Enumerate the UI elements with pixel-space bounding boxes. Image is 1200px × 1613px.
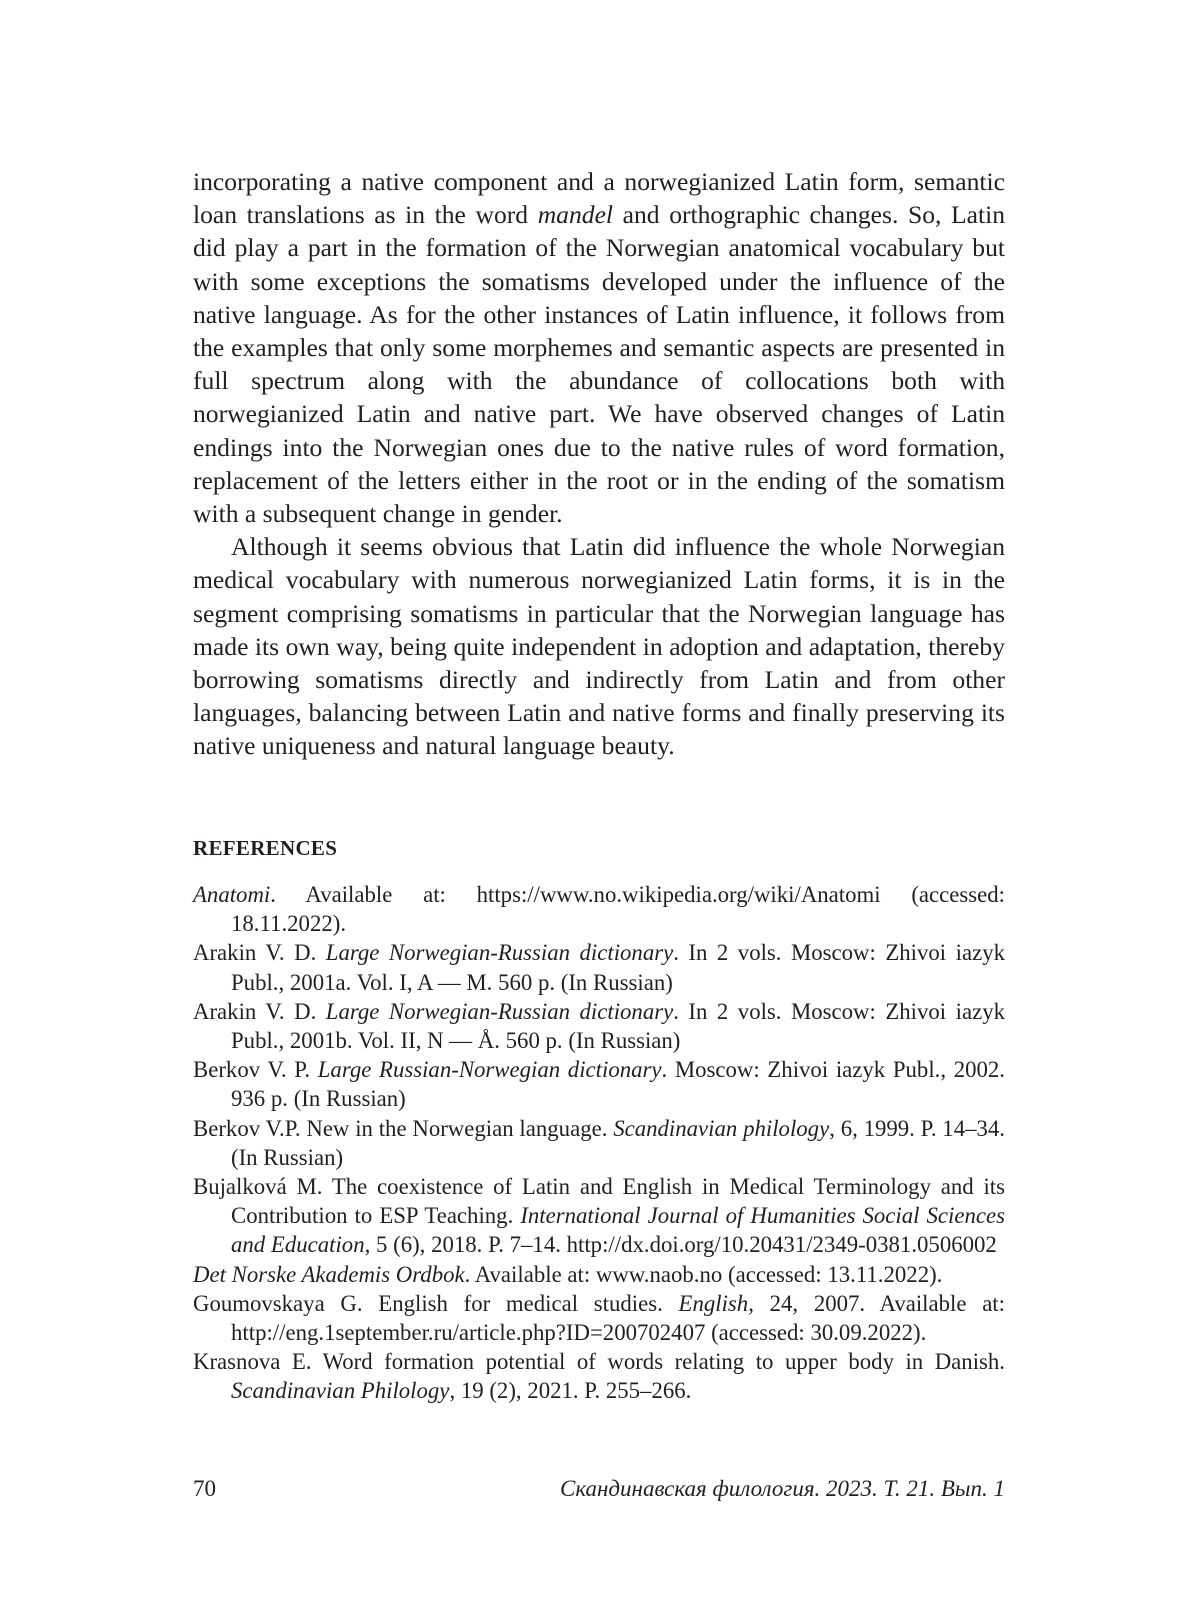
reference-text: Berkov V. P. xyxy=(193,1057,318,1083)
reference-text: Arakin V. D. xyxy=(193,940,326,966)
reference-title: International Journal of Humanities Social Sciences and Education xyxy=(231,1203,1005,1258)
reference-item xyxy=(193,1055,1005,1113)
reference-title: Scandinavian Philology xyxy=(231,1378,450,1404)
reference-text: Berkov V.P. New in the Norwegian language. xyxy=(193,1115,614,1141)
reference-text: Arakin V. D. xyxy=(193,998,326,1024)
reference-item xyxy=(193,1347,1005,1405)
reference-text: . Moscow: Zhivoi iazyk Publ., 2002. 936 p. (In Russian) xyxy=(231,1057,1006,1112)
reference-text: Bujalková M. The coexistence of Latin and English in Medical Terminology and its Contribution to ESP Teaching. xyxy=(193,1174,1005,1229)
running-title: Скандинавская филология. 2023. Т. 21. Вып. 1 xyxy=(559,1476,1005,1501)
reference-text: . Available at: https://www.no.wikipedia.org/wiki/Anatomi (accessed: 18.11.2022). xyxy=(231,882,1005,937)
reference-item xyxy=(193,1172,1005,1260)
reference-text: , 19 (2), 2021. P. 255–266. xyxy=(449,1378,692,1404)
page-number: 70 xyxy=(193,1476,216,1501)
reference-text: Krasnova E. Word formation potential of words relating to upper body in Danish. xyxy=(193,1349,1005,1375)
reference-text: , 5 (6), 2018. P. 7–14. http://dx.doi.org/10.20431/2349-0381.0506002 xyxy=(364,1232,997,1258)
reference-title: Large Norwegian-Russian dictionary xyxy=(325,940,674,966)
reference-item xyxy=(193,1260,1005,1289)
reference-title: Large Russian-Norwegian dictionary xyxy=(317,1057,662,1083)
references-list xyxy=(193,880,1005,1406)
reference-title: Scandinavian philology xyxy=(613,1115,830,1141)
reference-item xyxy=(193,1289,1005,1347)
body-paragraph-1 xyxy=(193,165,1005,530)
reference-text: . In 2 vols. Moscow: Zhivoi iazyk Publ., 2001a. Vol. I, A — M. 560 p. (In Russian) xyxy=(231,940,1005,995)
reference-title: English xyxy=(678,1290,749,1316)
reference-text: . Available at: www.naob.no (accessed: 13.11.2022). xyxy=(464,1261,943,1287)
reference-title: Det Norske Akademis Ordbok xyxy=(193,1261,465,1287)
body-paragraph-2: Although it seems obvious that Latin did influence the whole Norwegian medical vocabulary with numerous norwegianized Latin forms, it is in the segment comprising somatisms in particular that the Norwegian language has made its own way, being quite independent in adoption and adaptation, thereby borrowing somatisms directly and indirectly from Latin and from other languages, balancing between Latin and native forms and finally preserving its native uniqueness and natural language beauty. xyxy=(193,532,1005,761)
reference-item xyxy=(193,880,1005,938)
references-heading: REFERENCES xyxy=(193,836,338,860)
body-text xyxy=(193,165,1005,763)
reference-item xyxy=(193,1114,1005,1172)
text-span: and orthographic changes. So, Latin did play a part in the formation of the Norwegian anatomical vocabulary but with some exceptions the somatisms developed under the influence of the native language. As for the other instances of Latin influence, it follows from the examples that only some morphemes and semantic aspects are presented in full spectrum along with the abundance of collocations both with norwegianized Latin and native part. We have observed changes of Latin endings into the Norwegian ones due to the native rules of word formation, replacement of the letters either in the root or in the ending of the somatism with a subsequent change in gender. xyxy=(193,200,1006,529)
reference-text: , 24, 2007. Available at: http://eng.1september.ru/article.php?ID=200702407 (accessed: 30.09.2022). xyxy=(231,1290,1005,1346)
italic-term: mandel xyxy=(537,200,614,230)
text-span: incorporating a native component and a norwegianized Latin form, semantic loan translations as in the word xyxy=(193,167,1005,230)
reference-text: Goumovskaya G. English for medical studies. xyxy=(193,1290,679,1316)
reference-title: Anatomi xyxy=(193,882,271,907)
reference-text: . In 2 vols. Moscow: Zhivoi iazyk Publ., 2001b. Vol. II, N — Å. 560 p. (In Russian) xyxy=(231,998,1005,1054)
reference-item xyxy=(193,997,1005,1055)
reference-title: Large Norwegian-Russian dictionary xyxy=(325,998,674,1024)
reference-text: , 6, 1999. P. 14–34. (In Russian) xyxy=(231,1115,1005,1170)
reference-item xyxy=(193,938,1005,996)
